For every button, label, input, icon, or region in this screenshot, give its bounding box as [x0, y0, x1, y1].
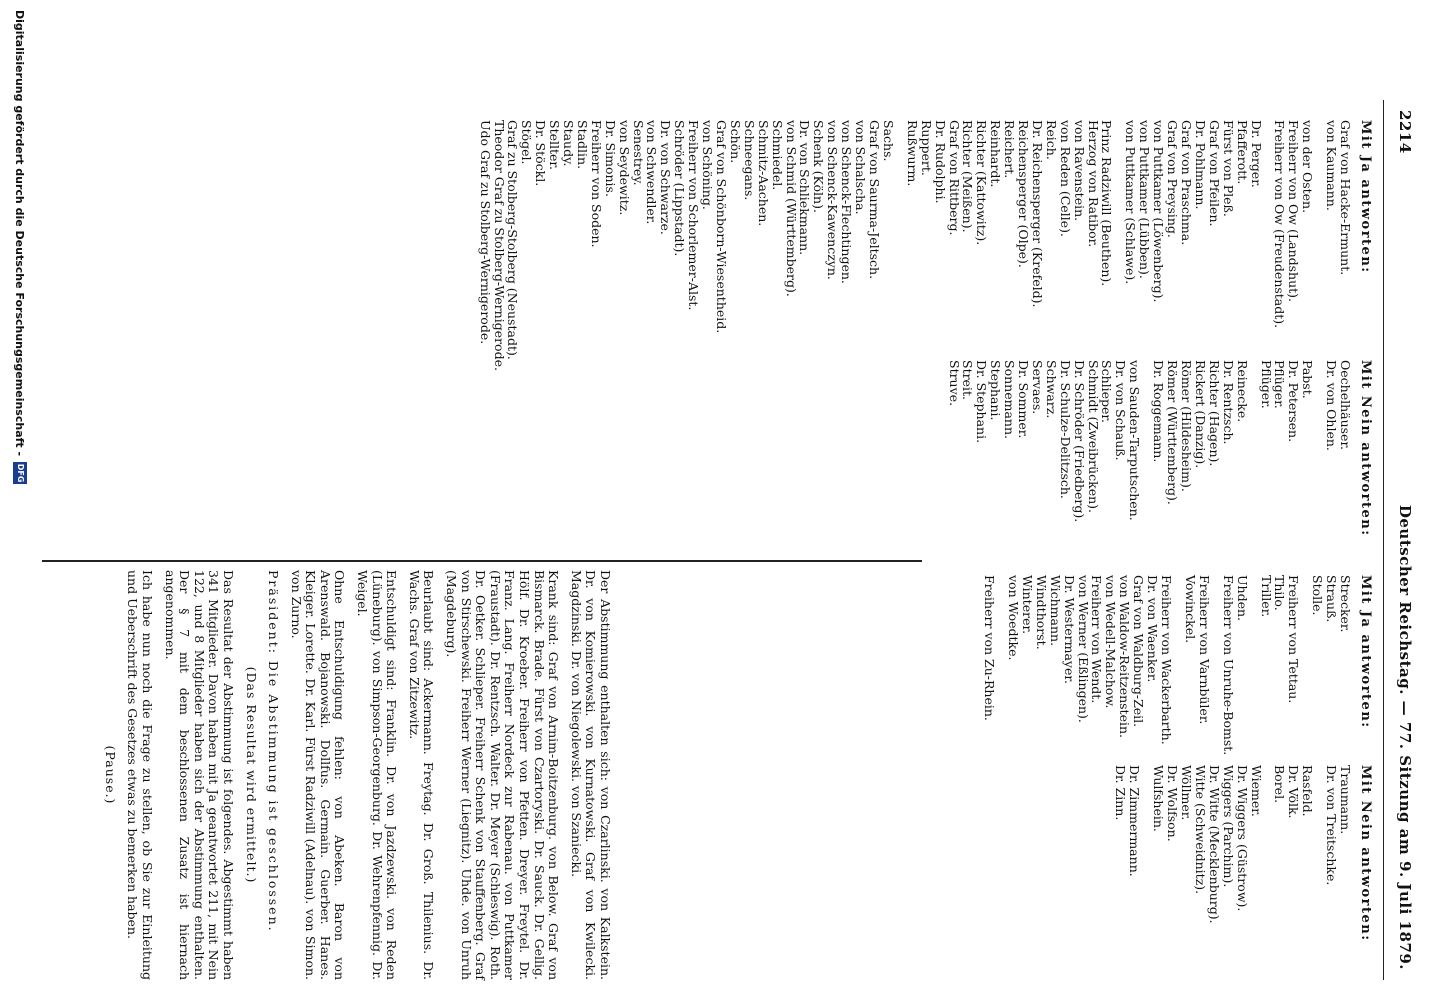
member-name: Wöllmer.: [1179, 765, 1195, 821]
member-name: Theodor Graf zu Stolberg-Wernigerode.: [491, 120, 507, 371]
member-name: Dr. Zimmermann.: [1127, 765, 1143, 877]
member-name: Richter (Meißen).: [960, 120, 976, 233]
member-name: Schön.: [727, 120, 743, 164]
member-name: Graf von Schönborn-Wiesentheid.: [714, 120, 730, 334]
member-name: Römer (Württemberg).: [1165, 360, 1181, 505]
member-name: Freiherr von Ow (Landshut).: [1286, 120, 1302, 303]
member-name: Pabst.: [1300, 360, 1316, 399]
member-name: Dr. Wolfson.: [1165, 765, 1181, 842]
footer-text: Digitalisierung gefördert durch die Deutsche Forschungsgemeinschaft -: [13, 10, 27, 457]
member-name: Stadlin.: [574, 120, 590, 170]
member-name: Freiherr von Ow (Freudenstadt).: [1272, 120, 1288, 329]
member-name: Stellter.: [547, 120, 563, 170]
ja-column-right: [982, 575, 1372, 765]
member-name: Reichert.: [1002, 120, 1018, 179]
member-name: Dr. Völk.: [1286, 765, 1302, 819]
member-name: Ruppert.: [918, 120, 934, 176]
member-name: von Puttkamer (Löwenberg).: [1151, 120, 1167, 303]
member-name: Prinz Radziwill (Beuthen).: [1099, 120, 1115, 287]
list-gap: [1173, 575, 1183, 765]
member-name: Freiherr von Wackerbarth.: [1159, 575, 1175, 745]
member-name: Winterer.: [1019, 575, 1035, 635]
list-gap: [1211, 575, 1221, 765]
on-leave-paragraph: Beurlaubt sind: Ackermann. Freytag. Dr. Groß. Thilenius. Dr. Wachs. Graf von Zitzewitz.: [406, 570, 437, 980]
member-name: Dr. Simonis.: [602, 120, 618, 197]
member-name: Dr. Schröder (Friedberg).: [1071, 360, 1087, 523]
member-name: von Schöning.: [700, 120, 716, 210]
member-name: Dr. Witte (Mecklenburg).: [1206, 765, 1222, 924]
ja-column-left: [478, 120, 1372, 390]
member-name: von Schenck-Flechtingen.: [839, 120, 855, 284]
member-name: Herzog von Ratibor.: [1085, 120, 1101, 248]
member-name: Graf zu Stolberg-Stolberg (Neustadt).: [505, 120, 521, 360]
member-name: Graf von Praschma.: [1179, 120, 1195, 246]
member-name: Graf von Pfeilen.: [1206, 120, 1222, 227]
member-name: von Puttkamer (Schlawe).: [1123, 120, 1139, 285]
member-name: Dr. Zinn.: [1113, 765, 1129, 821]
member-name: Graf von Waldburg-Zeil.: [1131, 575, 1147, 728]
result-note: (Das Resultat wird ermittelt.): [243, 666, 259, 884]
member-name: von Schenck-Kawenczyn.: [825, 120, 841, 280]
list-gap: [1249, 575, 1259, 765]
pause-note: (Pause.): [102, 745, 118, 805]
absent-paragraph: Ohne Entschuldigung fehlen: von Abeken. Baron von Arenswald. Bojanowski. Dollfus. Germain. Guerber. Hanes. Kleiger. Lorette. Dr. Karl. Fürst Radziwill (Adelnau). von Simon. von Zurno.: [288, 570, 348, 980]
member-name: Borel.: [1272, 765, 1288, 804]
member-name: Dr. Rudolphi.: [932, 120, 948, 204]
member-name: Vowinckel.: [1182, 575, 1198, 644]
ja-heading-right: Mit Ja antworten:: [1358, 575, 1373, 729]
list-gap: [1141, 765, 1151, 995]
member-name: Graf von Rittberg.: [946, 120, 962, 236]
member-name: Dr. von Ohlen.: [1324, 360, 1340, 451]
member-name: Graf von Saurma-Jeltsch.: [867, 120, 882, 280]
member-name: Staudy.: [561, 120, 577, 167]
member-name: Graf von Hacke-Ermunt.: [1338, 120, 1354, 276]
list-gap: [1300, 575, 1310, 765]
member-name: von Woedtke.: [1006, 575, 1022, 661]
member-name: Oechelhäuser.: [1338, 360, 1354, 451]
member-name: Stephani.: [988, 360, 1004, 421]
member-name: Pflüger.: [1258, 360, 1274, 409]
digitization-footer: [13, 10, 27, 990]
nein-heading-right: Mit Nein antworten:: [1358, 765, 1373, 942]
member-name: Sonnemann.: [1002, 360, 1018, 439]
running-head: [1396, 110, 1414, 970]
member-name: Wichmann.: [1047, 575, 1063, 647]
member-name: Stögel.: [519, 120, 535, 165]
member-name: von Waldow-Reitzenstein.: [1117, 575, 1133, 738]
member-name: Dr. Westermayer.: [1061, 575, 1077, 684]
member-name: Dr. Sommer.: [1016, 360, 1032, 439]
member-name: Dr. Stephani.: [974, 360, 990, 444]
member-name: Struve.: [946, 360, 962, 407]
list-gap: [1114, 120, 1124, 390]
member-name: Stolle.: [1310, 575, 1326, 616]
member-name: Traumann.: [1338, 765, 1354, 835]
column-divider: [42, 560, 922, 562]
member-name: Reinhardt.: [988, 120, 1004, 188]
member-name: Strecker.: [1338, 575, 1354, 633]
list-gap: [1314, 120, 1324, 390]
member-name: Reinecke.: [1234, 360, 1250, 423]
member-name: Dr. von Schliekmann.: [797, 120, 813, 256]
president-statement: Präsident: Die Abstimmung ist geschlossen.: [266, 570, 282, 933]
nein-list-left: [947, 360, 1352, 560]
list-gap: [1314, 360, 1324, 560]
member-name: Freiherr von Zu-Rhein.: [982, 575, 998, 721]
member-name: Schmitz-Aachen.: [755, 120, 771, 227]
ja-heading-left: Mit Ja antworten:: [1358, 120, 1373, 274]
nein-column-left: [947, 360, 1372, 560]
member-name: von Schwendler.: [644, 120, 660, 225]
member-name: Dr. Pohlmann.: [1192, 120, 1208, 210]
member-name: Freiherr von Unruhe-Bomst.: [1220, 575, 1236, 756]
nein-heading-left: Mit Nein antworten:: [1358, 360, 1373, 537]
member-name: Dr. Perger.: [1248, 120, 1264, 188]
member-name: von Ravenstein.: [1071, 120, 1087, 222]
member-name: Wulfshein.: [1151, 765, 1167, 832]
member-name: Schröder (Lippstadt).: [672, 120, 688, 257]
member-name: Wiggers (Parchim).: [1220, 765, 1236, 888]
result-paragraph: Das Resultat der Abstimmung ist folgendes. Abgestimmt haben 341 Mitglieder. Davon haben mit Ja geantwortet 211, mit Nein 122, und 8 Mitglieder haben sich der Abstimmung enthalten. Der § 7 mit dem beschlossenen Zusatz ist hiernach angenommen.: [162, 570, 236, 980]
member-name: Schlieper.: [1099, 360, 1115, 423]
member-name: Fürst von Pleß.: [1220, 120, 1236, 217]
member-name: von der Osten.: [1300, 120, 1316, 214]
member-name: Schenk (Köln).: [811, 120, 827, 213]
nein-column-right: [1114, 765, 1373, 995]
member-name: Reich.: [1043, 120, 1059, 160]
member-name: Dr. von Waenker.: [1145, 575, 1161, 683]
member-name: Witte (Schweidnitz).: [1192, 765, 1208, 895]
abstained-paragraph: Der Abstimmung enthalten sich: von Czarlinski. von Kalkstein. Dr. von Komierowski. von Kurnatowski. Graf von Kwilecki. Magdzinski. Dr. von Niegolewski. von Szaniecki.: [568, 570, 613, 980]
ja-list-right: [982, 575, 1352, 765]
header-rule: [1383, 100, 1384, 980]
member-name: Dr. Roggemann.: [1151, 360, 1167, 463]
member-name: Dr. Stöckl.: [533, 120, 549, 187]
member-name: Streit.: [960, 360, 976, 400]
member-name: Dr. Rentzsch.: [1220, 360, 1236, 445]
member-name: Pflüger.: [1272, 360, 1288, 409]
member-name: Freiherr von Wendt.: [1089, 575, 1105, 704]
member-name: Thilo.: [1272, 575, 1288, 611]
nein-list-right: [1114, 765, 1353, 995]
member-name: von Reden (Celle).: [1057, 120, 1073, 237]
member-name: Freiherr von Soden.: [588, 120, 604, 248]
member-name: Triller.: [1258, 575, 1274, 618]
ja-list-left: [478, 120, 1352, 390]
member-name: Rasfeld.: [1300, 765, 1316, 817]
member-name: Richter (Hagen).: [1206, 360, 1222, 467]
list-gap: [1249, 360, 1259, 560]
member-name: Udo Graf zu Stolberg-Wernigerode.: [477, 120, 493, 345]
list-gap: [1314, 765, 1324, 995]
page-title: Deutscher Reichstag. — 77. Sitzung am 9. Juli 1879.: [1396, 504, 1414, 970]
member-name: von Werner (Eßlingen).: [1075, 575, 1091, 723]
member-name: Dr. Schulze-Delitzsch.: [1057, 360, 1073, 499]
member-name: Wiemer.: [1248, 765, 1264, 817]
member-name: von Schalscha.: [853, 120, 869, 215]
list-gap: [1263, 765, 1273, 995]
member-name: von Schmid (Württemberg).: [783, 120, 799, 297]
question-paragraph: Ich habe nun noch die Frage zu stellen, ob Sie zur Einleitung und Ueberschrift des Gesetzes etwas zu bemerken haben.: [125, 570, 155, 980]
member-name: Schwarz.: [1043, 360, 1059, 419]
list-gap: [996, 575, 1006, 765]
member-name: Dr. Wiggers (Güstrow).: [1234, 765, 1250, 912]
member-name: Dr. von Treitschke.: [1324, 765, 1340, 886]
member-name: Römer (Hildesheim).: [1179, 360, 1195, 492]
member-name: Windthorst.: [1033, 575, 1049, 650]
sick-paragraph: Krank sind: Graf von Arnim-Boitzenburg. von Below. Graf von Bismarck. Brade. Fürst von Czartoryski. Dr. Sauck. Dr. Gellig. Hölf. Dr. Kroeber. Freiherr von Pfetten. Dreyer. Freytel. Dr. Franz. Lang. Freiherr Nordeck zur Rabenau. von Puttkamer (Fraustadt). Dr. Rentzsch. Walter. Dr. Meyer (Schleswig). Roth. Dr. Oetker. Schlieper. Freiherr Schenk von Stauffenberg. Graf von Stirschewski. Freiherr Werner (Liegnitz). Uhde. von Unruh (Magdeburg).: [444, 570, 562, 980]
member-name: Rickert (Danzig).: [1192, 360, 1208, 469]
member-name: Pfafferott.: [1234, 120, 1250, 185]
member-name: Freiherr von Varnbüler.: [1196, 575, 1212, 725]
member-name: Graf von Preysing.: [1165, 120, 1181, 238]
member-name: Schneegans.: [741, 120, 757, 201]
member-name: von Sauden-Tarputschen.: [1127, 360, 1143, 521]
member-name: Senestrey.: [630, 120, 646, 186]
member-name: Schmiedel.: [769, 120, 785, 191]
list-gap: [895, 120, 905, 390]
member-name: Dr. von Schwarze.: [658, 120, 674, 235]
member-name: von Kaumann.: [1324, 120, 1340, 211]
member-name: Strauß.: [1324, 575, 1340, 623]
member-name: von Puttkamer (Lübben).: [1137, 120, 1153, 279]
proceedings-text: [94, 570, 612, 980]
member-name: Rußwurm.: [904, 120, 920, 187]
member-name: Dr. von Schauß.: [1113, 360, 1129, 461]
member-name: Freiherr von Schorlemer-Alst.: [686, 120, 702, 311]
member-name: Schmidt (Zweibrücken).: [1085, 360, 1101, 514]
member-name: Sachs.: [880, 120, 896, 162]
member-name: Uhden.: [1234, 575, 1250, 622]
member-name: Reichensperger (Olpe).: [1016, 120, 1032, 268]
member-name: Richter (Kattowitz).: [974, 120, 990, 246]
member-name: Dr. Petersen.: [1286, 360, 1302, 443]
excused-paragraph: Entschuldigt sind: Franklin. Dr. von Jazdzewski. von Reden (Lüneburg). von Simpson-Georgenburg. Dr. Wehrenpfennig. Dr. Weigel.: [355, 570, 400, 980]
member-name: Servaes.: [1029, 360, 1045, 415]
member-name: Dr. Reichensperger (Krefeld).: [1029, 120, 1045, 308]
member-name: von Wedell-Malchow.: [1103, 575, 1119, 709]
page-number: 2214: [1396, 110, 1414, 154]
member-name: Freiherr von Tettau.: [1286, 575, 1302, 704]
list-gap: [1141, 360, 1151, 560]
member-name: von Seydewitz.: [616, 120, 632, 216]
dfg-logo: DFG: [13, 462, 27, 484]
list-gap: [1263, 120, 1273, 390]
